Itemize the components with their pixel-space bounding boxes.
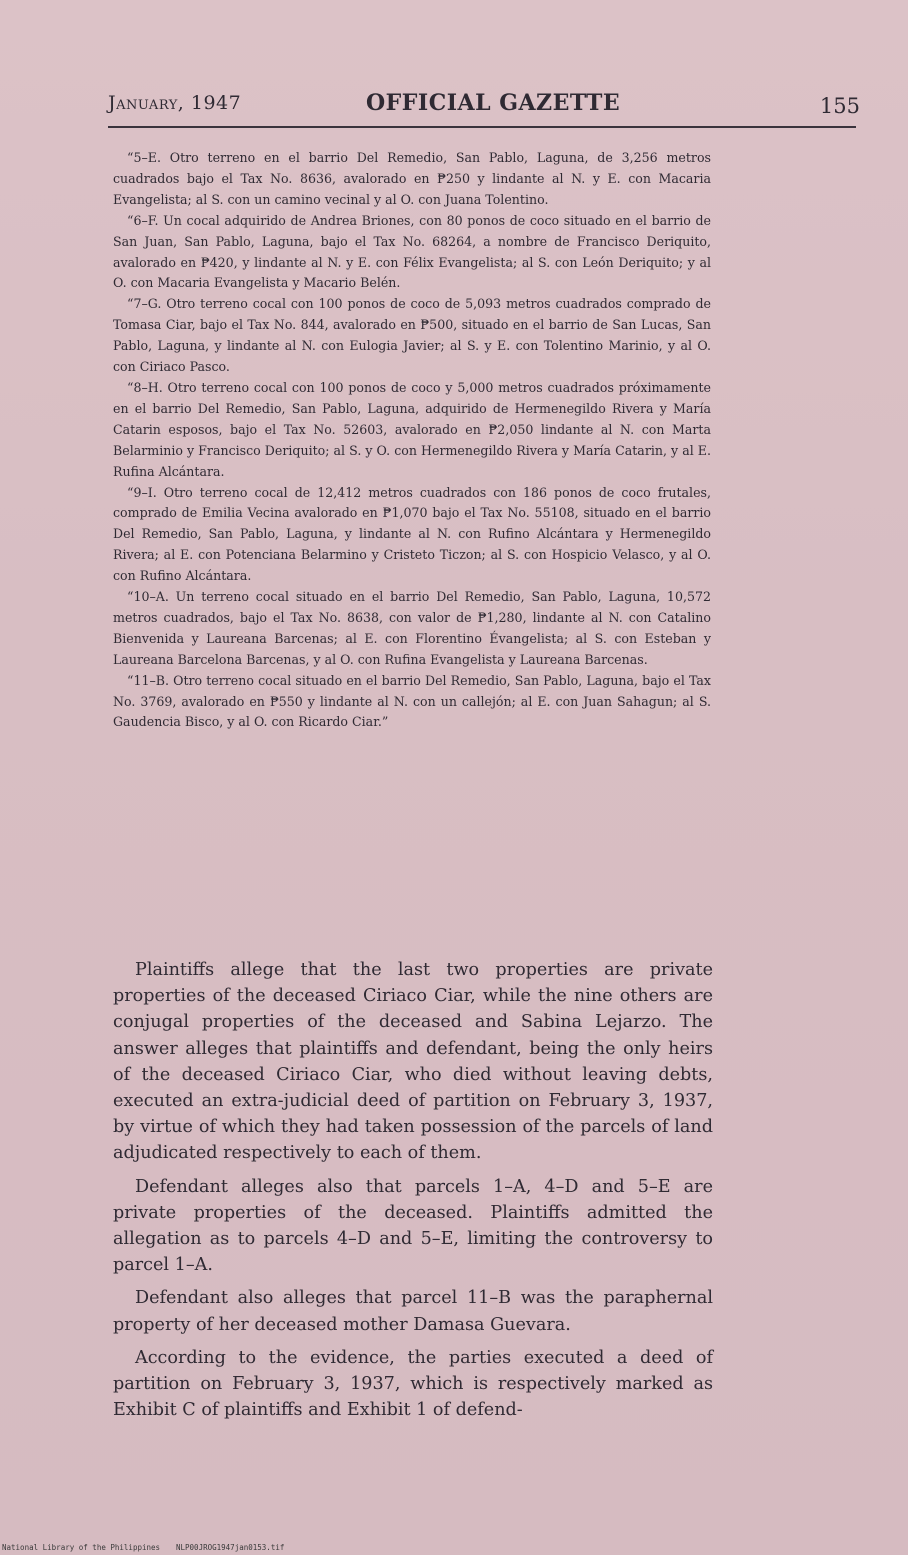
header-title: OFFICIAL GAZETTE <box>366 90 621 116</box>
page-header <box>108 92 860 122</box>
header-rule <box>108 126 856 128</box>
property-paragraph: “10–A. Un terreno cocal situado en el barrio Del Remedio, San Pablo, Laguna, 10,572 metros cuadrados, bajo el Tax No. 8638, con valor de ₱1,280, lindante al N. con Catalino Bienvenida y Laureana Barcenas; al E. con Florentino Évangelista; al S. con Esteban y Laureana Barcelona Barcenas, y al O. con Rufina Evangelista y Laureana Barcenas. <box>113 589 711 667</box>
body-paragraph: According to the evidence, the parties executed a deed of partition on February 3, 1937, which is respectively marked as Exhibit C of plaintiffs and Exhibit 1 of defend- <box>113 1347 713 1421</box>
scan-source: National Library of the Philippines <box>2 1543 161 1552</box>
property-paragraph: “8–H. Otro terreno cocal con 100 ponos de coco y 5,000 metros cuadrados próximamente en el barrio Del Remedio, San Pablo, Laguna, adquirido de Hermenegildo Rivera y María Catarin esposos, bajo el Tax No. 52603, avalorado en ₱2,050 lindante al N. con Marta Belarminio y Francisco Deriquito; al S. y O. con Hermenegildo Rivera y María Catarin, y al E. Rufina Alcántara. <box>113 379 711 479</box>
quoted-property-list <box>113 148 711 733</box>
property-paragraph: “6–F. Un cocal adquirido de Andrea Briones, con 80 ponos de coco situado en el barrio de San Juan, San Pablo, Laguna, bajo el Tax No. 68264, a nombre de Francisco Deriquito, avalorado en ₱420, y lindante al N. y E. con Félix Evangelista; al S. con León Deriquito; y al O. con Macaria Evangelista y Macario Belén. <box>113 212 711 291</box>
property-paragraph: “5–E. Otro terreno en el barrio Del Remedio, San Pablo, Laguna, de 3,256 metros cuadrados bajo el Tax No. 8636, avalorado en ₱250 y lindante al N. y E. con Macaria Evangelista; al S. con un camino vecinal y al O. con Juana Tolentino. <box>113 150 711 207</box>
property-paragraph: “9–I. Otro terreno cocal de 12,412 metros cuadrados con 186 ponos de coco frutales, comprado de Emilia Vecina avalorado en ₱1,070 bajo el Tax No. 55108, situado en el barrio Del Remedio, San Pablo, Laguna, y lindante al N. con Rufino Alcántara y Hermenegildo Rivera; al E. con Potenciana Belarmino y Cristeto Ticzon; al S. con Hospicio Velasco, y al O. con Rufino Alcántara. <box>113 484 711 584</box>
body-paragraph: Defendant alleges also that parcels 1–A, 4–D and 5–E are private properties of the deceased. Plaintiffs admitted the allegation as to parcels 4–D and 5–E, limiting the controversy to parcel 1–A. <box>113 1176 713 1276</box>
body-paragraph: Defendant also alleges that parcel 11–B was the paraphernal property of her deceased mother Damasa Guevara. <box>113 1288 713 1335</box>
decision-body <box>113 957 713 1430</box>
property-paragraph: “11–B. Otro terreno cocal situado en el barrio Del Remedio, San Pablo, Laguna, bajo el Tax No. 3769, avalorado en ₱550 y lindante al N. con un callejón; al E. con Juan Sahagun; al S. Gaudencia Bisco, y al O. con Ricardo Ciar.” <box>113 672 711 730</box>
scan-file-id: NLP00JROG1947jan0153.tif <box>176 1543 285 1552</box>
page-number: 155 <box>819 94 860 118</box>
header-date: January, 1947 <box>108 92 242 114</box>
property-paragraph: “7–G. Otro terreno cocal con 100 ponos de coco de 5,093 metros cuadrados comprado de Tomasa Ciar, bajo el Tax No. 844, avalorado en ₱500, situado en el barrio de San Lucas, San Pablo, Laguna, y lindante al N. con Eulogia Javier; al S. y E. con Tolentino Marinio, y al O. con Ciriaco Pasco. <box>113 296 711 375</box>
body-paragraph: Plaintiffs allege that the last two properties are private properties of the deceased Ciriaco Ciar, while the nine others are conjugal properties of the deceased and Sabina Lejarzo. The answer alleges that plaintiffs and defendant, being the only heirs of the deceased Ciriaco Ciar, who died without leaving debts, executed an extra-judicial deed of partition on February 3, 1937, by virtue of which they had taken possession of the parcels of land adjudicated respectively to each of them. <box>113 960 713 1164</box>
